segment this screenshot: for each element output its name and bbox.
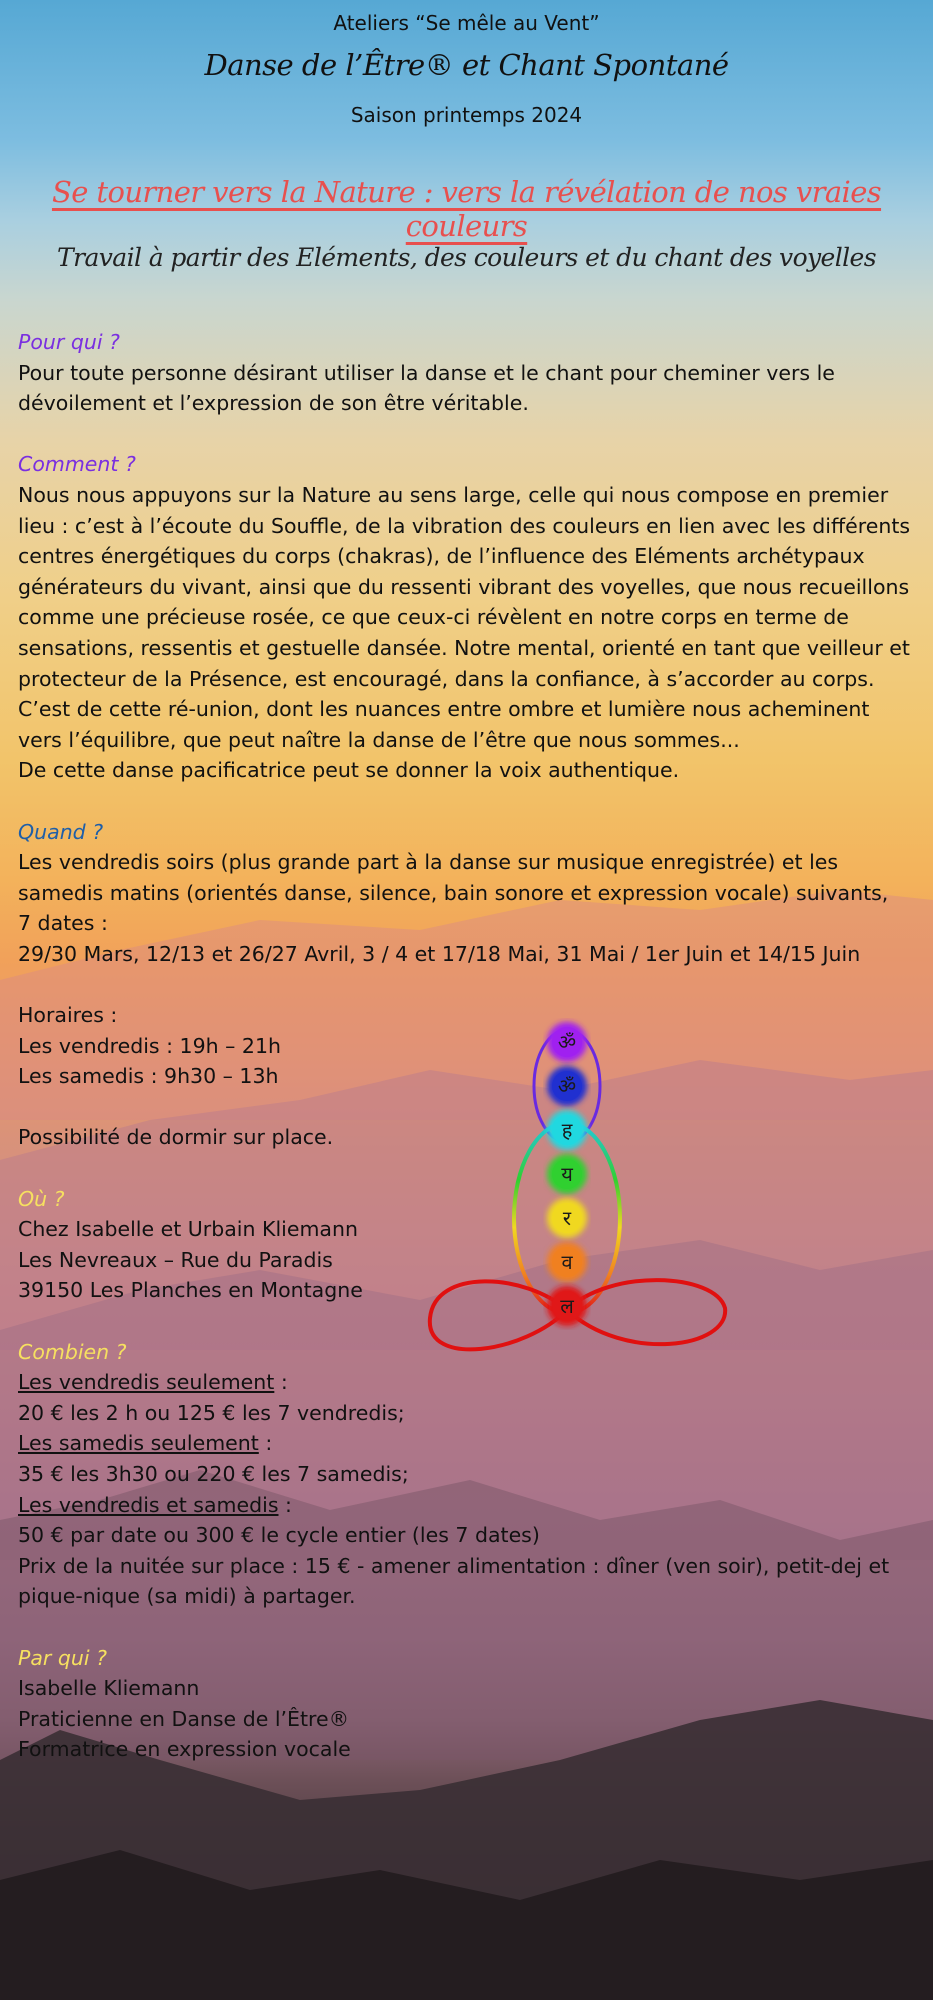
horaires-note: Possibilité de dormir sur place. (18, 1125, 334, 1150)
combien-option-2: Les samedis seulement : (18, 1431, 273, 1456)
header-line-3: Saison printemps 2024 (350, 103, 583, 127)
ou-line-2: Les Nevreaux – Rue du Paradis (18, 1247, 333, 1272)
chakra-throat-symbol: ह (561, 1118, 573, 1142)
header-line-2: Danse de l’Être® et Chant Spontané (204, 48, 729, 82)
chakra-solar-plexus-symbol: र (562, 1206, 572, 1230)
header-line-1: Ateliers “Se mêle au Vent” (333, 11, 600, 35)
combien-option-3: Les vendredis et samedis : (18, 1492, 292, 1517)
page-title: Se tourner vers la Nature : vers la révélation de nos vraies couleurs (51, 175, 882, 243)
combien-option-2-price: 35 € les 3h30 ou 220 € les 7 samedis; (18, 1461, 409, 1486)
horaires-friday: Les vendredis : 19h – 21h (18, 1033, 281, 1058)
chakra-third-eye-symbol: ॐ (557, 1074, 577, 1098)
par-qui-line-3: Formatrice en expression vocale (18, 1737, 351, 1762)
combien-option-2-label: Les samedis seulement (18, 1431, 259, 1456)
chakra-figure-illustration (425, 1018, 735, 1378)
combien-nuitee: Prix de la nuitée sur place : 15 € - amener alimentation : dîner (ven soir), petit-dej et pique-nique (sa midi) à partager. (18, 1553, 890, 1609)
quand-dates: 29/30 Mars, 12/13 et 26/27 Avril, 3 / 4 et 17/18 Mai, 31 Mai / 1er Juin et 14/15 Juin (18, 941, 861, 966)
combien-option-3-price: 50 € par date ou 300 € le cycle entier (les 7 dates) (18, 1523, 540, 1548)
combien-option-1-price: 20 € les 2 h ou 125 € les 7 vendredis; (18, 1400, 405, 1425)
chakra-heart-symbol: य (561, 1162, 573, 1186)
par-qui-heading: Par qui ? (18, 1645, 107, 1670)
horaires-saturday: Les samedis : 9h30 – 13h (18, 1064, 279, 1089)
page-subtitle: Travail à partir des Eléments, des couleurs et du chant des voyelles (57, 243, 876, 272)
pour-qui-text: Pour toute personne désirant utiliser la danse et le chant pour cheminer vers le dévoilement et l’expression de son être véritable. (18, 360, 835, 416)
quand-count: 7 dates : (18, 911, 108, 936)
quand-text: Les vendredis soirs (plus grande part à la danse sur musique enregistrée) et les samedis matins (orientés danse, silence, bain sonore et expression vocale) suivants, (18, 850, 889, 905)
par-qui-line-1: Isabelle Kliemann (18, 1676, 200, 1701)
chakra-crown-symbol: ॐ (557, 1030, 577, 1054)
quand-heading: Quand ? (18, 819, 104, 844)
combien-option-1: Les vendredis seulement : (18, 1370, 288, 1395)
ou-heading: Où ? (18, 1186, 65, 1211)
combien-heading: Combien ? (18, 1339, 127, 1364)
comment-text-2: De cette danse pacificatrice peut se donner la voix authentique. (18, 758, 680, 783)
combien-option-3-label: Les vendredis et samedis (18, 1492, 279, 1517)
chakra-root-symbol: ल (560, 1294, 574, 1318)
ou-line-1: Chez Isabelle et Urbain Kliemann (18, 1217, 358, 1242)
comment-heading: Comment ? (18, 452, 136, 477)
chakra-sacral-symbol: व (561, 1250, 573, 1274)
par-qui-line-2: Praticienne en Danse de l’Être® (18, 1706, 350, 1731)
horaires-heading: Horaires : (18, 1003, 118, 1028)
ou-line-3: 39150 Les Planches en Montagne (18, 1278, 363, 1303)
combien-option-1-label: Les vendredis seulement (18, 1370, 275, 1395)
comment-text: Nous nous appuyons sur la Nature au sens large, celle qui nous compose en premier lieu : c’est à l’écoute du Souffle, de la vibration des couleurs en lien avec les différents centres énergétiques du corps (chakras), de l’influence des Eléments archétypaux générateurs du vivant, ainsi que du ressenti vibrant des voyelles, que nous recueillons comme une précieuse rosée, ce que ceux-ci révèlent en notre corps en terme de sensations, ressentis et gestuelle dansée. Notre mental, orienté en tant que veilleur et protecteur de la Présence, est encouragé, dans la confiance, à s’accorder au corps. C’est de cette ré-union, dont les nuances entre ombre et lumière nous acheminent vers l’équilibre, que peut naître la danse de l’être que nous sommes... (18, 482, 911, 752)
pour-qui-heading: Pour qui ? (18, 330, 120, 354)
